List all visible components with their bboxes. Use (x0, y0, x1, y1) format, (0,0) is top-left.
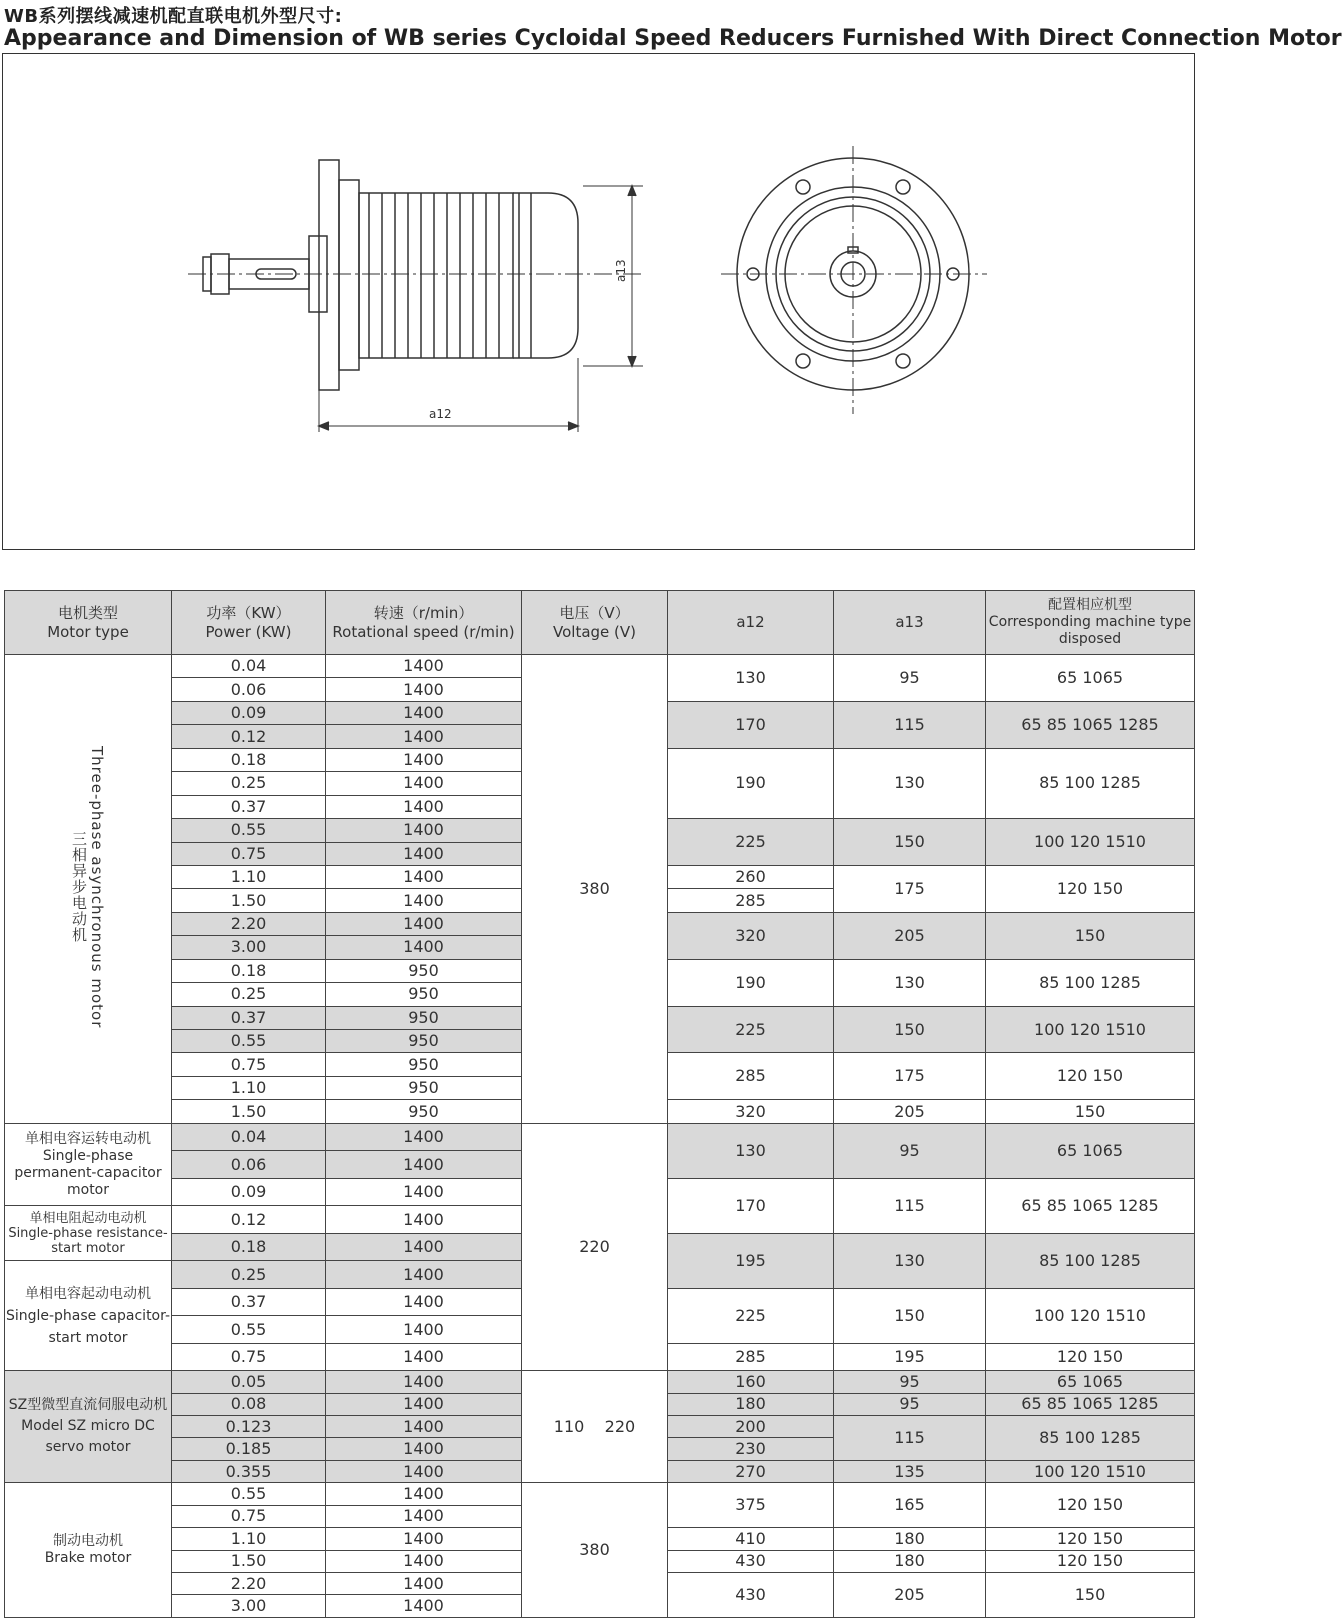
a13-cell: 95 (834, 1371, 986, 1393)
a12-cell: 230 (668, 1438, 834, 1460)
machine-type-cell: 85 100 1285 (986, 748, 1195, 818)
motor-type-single-phase-permanent-capacitor: 单相电容运转电动机 Single-phase permanent-capacitor motor (5, 1123, 172, 1206)
power-cell: 1.10 (172, 1528, 326, 1550)
page-title-english: Appearance and Dimension of WB series Cycloidal Speed Reducers Furnished With Direct Connection Motor (4, 26, 1342, 51)
machine-type-cell: 65 85 1065 1285 (986, 1178, 1195, 1233)
machine-type-cell: 65 85 1065 1285 (986, 701, 1195, 748)
speed-cell: 1400 (326, 889, 522, 912)
voltage-cell: 380 (522, 655, 668, 1124)
a12-cell: 180 (668, 1393, 834, 1415)
speed-cell: 1400 (326, 1123, 522, 1151)
power-cell: 0.18 (172, 1233, 326, 1261)
a12-cell: 160 (668, 1371, 834, 1393)
a13-cell: 135 (834, 1460, 986, 1482)
speed-cell: 1400 (326, 748, 522, 771)
power-cell: 1.10 (172, 1076, 326, 1099)
table-row (5, 1123, 1195, 1151)
a13-cell: 180 (834, 1528, 986, 1550)
motor-front-view (721, 146, 987, 414)
power-cell: 0.18 (172, 959, 326, 982)
power-cell: 1.50 (172, 1550, 326, 1572)
a13-cell: 180 (834, 1550, 986, 1572)
speed-cell: 950 (326, 1006, 522, 1029)
speed-cell: 1400 (326, 725, 522, 748)
motor-side-view (188, 160, 643, 432)
speed-cell: 1400 (326, 1595, 522, 1618)
power-cell: 0.04 (172, 655, 326, 678)
machine-type-cell: 65 1065 (986, 655, 1195, 702)
machine-type-cell: 85 100 1285 (986, 1233, 1195, 1288)
speed-cell: 1400 (326, 678, 522, 701)
header-a13: a13 (834, 591, 986, 655)
speed-cell: 1400 (326, 912, 522, 935)
speed-cell: 950 (326, 1076, 522, 1099)
power-cell: 0.04 (172, 1123, 326, 1151)
a12-cell: 170 (668, 701, 834, 748)
specification-table (4, 590, 1195, 1618)
machine-type-cell: 85 100 1285 (986, 959, 1195, 1006)
speed-cell: 950 (326, 1030, 522, 1053)
a13-cell: 115 (834, 1178, 986, 1233)
power-cell: 1.50 (172, 889, 326, 912)
a13-cell: 150 (834, 1288, 986, 1343)
a13-cell: 205 (834, 1572, 986, 1617)
header-speed: 转速（r/min） Rotational speed (r/min) (326, 591, 522, 655)
motor-type-sz-micro-dc-servo: SZ型微型直流伺服电动机 Model SZ micro DC servo motor (5, 1371, 172, 1483)
speed-cell: 1400 (326, 1206, 522, 1234)
power-cell: 1.50 (172, 1100, 326, 1123)
power-cell: 0.55 (172, 1030, 326, 1053)
a13-cell: 95 (834, 1393, 986, 1415)
a13-cell: 165 (834, 1483, 986, 1528)
power-cell: 3.00 (172, 936, 326, 959)
a12-cell: 270 (668, 1460, 834, 1482)
header-motor-type: 电机类型 Motor type (5, 591, 172, 655)
a13-cell: 205 (834, 1100, 986, 1123)
a12-cell: 320 (668, 1100, 834, 1123)
a12-cell: 195 (668, 1233, 834, 1288)
motor-type-three-phase: Three-phase asynchronous motor 三相异步电动机 (5, 655, 172, 1124)
machine-type-cell: 100 120 1510 (986, 1288, 1195, 1343)
speed-cell: 950 (326, 1053, 522, 1076)
power-cell: 0.75 (172, 1343, 326, 1371)
a12-cell: 200 (668, 1416, 834, 1438)
machine-type-cell: 150 (986, 1572, 1195, 1617)
a12-cell: 225 (668, 1288, 834, 1343)
a12-cell: 260 (668, 865, 834, 888)
a12-cell: 430 (668, 1550, 834, 1572)
power-cell: 0.55 (172, 819, 326, 842)
speed-cell: 1400 (326, 1151, 522, 1179)
power-cell: 2.20 (172, 912, 326, 935)
a13-cell: 115 (834, 701, 986, 748)
header-power: 功率（KW） Power (KW) (172, 591, 326, 655)
speed-cell: 1400 (326, 1550, 522, 1572)
a12-cell: 375 (668, 1483, 834, 1528)
power-cell: 0.75 (172, 842, 326, 865)
motor-type-brake: 制动电动机 Brake motor (5, 1483, 172, 1618)
motor-dimension-drawing (3, 54, 1194, 549)
power-cell: 0.185 (172, 1438, 326, 1460)
speed-cell: 1400 (326, 1288, 522, 1316)
speed-cell: 1400 (326, 1416, 522, 1438)
voltage-cell: 220 (522, 1123, 668, 1371)
machine-type-cell: 100 120 1510 (986, 1006, 1195, 1053)
power-cell: 0.55 (172, 1483, 326, 1505)
speed-cell: 1400 (326, 1261, 522, 1289)
speed-cell: 1400 (326, 1528, 522, 1550)
power-cell: 0.37 (172, 1006, 326, 1029)
table-row (5, 1483, 1195, 1505)
power-cell: 0.25 (172, 772, 326, 795)
a12-cell: 225 (668, 819, 834, 866)
power-cell: 0.09 (172, 1178, 326, 1206)
header-machine-type: 配置相应机型 Corresponding machine type disposed (986, 591, 1195, 655)
speed-cell: 1400 (326, 795, 522, 818)
speed-cell: 1400 (326, 819, 522, 842)
speed-cell: 1400 (326, 1178, 522, 1206)
motor-drawing-panel (2, 53, 1195, 550)
power-cell: 0.123 (172, 1416, 326, 1438)
a13-cell: 205 (834, 912, 986, 959)
voltage-cell: 110 220 (522, 1371, 668, 1483)
header-voltage: 电压（V） Voltage (V) (522, 591, 668, 655)
speed-cell: 1400 (326, 1483, 522, 1505)
power-cell: 0.37 (172, 1288, 326, 1316)
machine-type-cell: 150 (986, 1100, 1195, 1123)
a13-cell: 95 (834, 1123, 986, 1178)
machine-type-cell: 120 150 (986, 1053, 1195, 1100)
a13-cell: 150 (834, 1006, 986, 1053)
speed-cell: 950 (326, 983, 522, 1006)
a13-cell: 195 (834, 1343, 986, 1371)
a13-cell: 150 (834, 819, 986, 866)
speed-cell: 950 (326, 959, 522, 982)
header-a12: a12 (668, 591, 834, 655)
a12-cell: 130 (668, 1123, 834, 1178)
a12-cell: 190 (668, 959, 834, 1006)
speed-cell: 1400 (326, 1505, 522, 1527)
a12-cell: 320 (668, 912, 834, 959)
speed-cell: 1400 (326, 1438, 522, 1460)
a13-cell: 175 (834, 865, 986, 912)
dimension-label-a12: a12 (429, 407, 452, 421)
machine-type-cell: 65 1065 (986, 1123, 1195, 1178)
power-cell: 0.12 (172, 1206, 326, 1234)
speed-cell: 1400 (326, 936, 522, 959)
power-cell: 0.75 (172, 1505, 326, 1527)
machine-type-cell: 65 1065 (986, 1371, 1195, 1393)
a12-cell: 190 (668, 748, 834, 818)
table-row (5, 1371, 1195, 1393)
a12-cell: 430 (668, 1572, 834, 1617)
a12-cell: 285 (668, 1343, 834, 1371)
speed-cell: 950 (326, 1100, 522, 1123)
machine-type-cell: 120 150 (986, 865, 1195, 912)
a13-cell: 130 (834, 959, 986, 1006)
a12-cell: 130 (668, 655, 834, 702)
speed-cell: 1400 (326, 701, 522, 724)
speed-cell: 1400 (326, 1393, 522, 1415)
machine-type-cell: 150 (986, 912, 1195, 959)
speed-cell: 1400 (326, 1316, 522, 1344)
machine-type-cell: 120 150 (986, 1550, 1195, 1572)
voltage-cell: 380 (522, 1483, 668, 1618)
power-cell: 0.06 (172, 1151, 326, 1179)
a12-cell: 410 (668, 1528, 834, 1550)
machine-type-cell: 65 85 1065 1285 (986, 1393, 1195, 1415)
a12-cell: 225 (668, 1006, 834, 1053)
power-cell: 0.355 (172, 1460, 326, 1482)
machine-type-cell: 85 100 1285 (986, 1416, 1195, 1461)
speed-cell: 1400 (326, 772, 522, 795)
speed-cell: 1400 (326, 842, 522, 865)
motor-type-single-phase-resistance-start: 单相电阻起动电动机 Single-phase resistance-start motor (5, 1206, 172, 1261)
power-cell: 0.55 (172, 1316, 326, 1344)
power-cell: 0.12 (172, 725, 326, 748)
page-title-chinese: WB系列摆线减速机配直联电机外型尺寸: (4, 6, 343, 27)
speed-cell: 1400 (326, 1371, 522, 1393)
power-cell: 0.25 (172, 983, 326, 1006)
power-cell: 1.10 (172, 865, 326, 888)
a13-cell: 115 (834, 1416, 986, 1461)
speed-cell: 1400 (326, 655, 522, 678)
speed-cell: 1400 (326, 1460, 522, 1482)
machine-type-cell: 100 120 1510 (986, 819, 1195, 866)
machine-type-cell: 120 150 (986, 1343, 1195, 1371)
power-cell: 0.05 (172, 1371, 326, 1393)
a13-cell: 130 (834, 748, 986, 818)
speed-cell: 1400 (326, 1233, 522, 1261)
table-header-row (5, 591, 1195, 655)
power-cell: 0.37 (172, 795, 326, 818)
power-cell: 0.09 (172, 701, 326, 724)
a13-cell: 95 (834, 655, 986, 702)
a12-cell: 285 (668, 1053, 834, 1100)
power-cell: 0.18 (172, 748, 326, 771)
power-cell: 3.00 (172, 1595, 326, 1618)
a13-cell: 175 (834, 1053, 986, 1100)
power-cell: 0.75 (172, 1053, 326, 1076)
power-cell: 0.25 (172, 1261, 326, 1289)
a12-cell: 285 (668, 889, 834, 912)
power-cell: 0.06 (172, 678, 326, 701)
power-cell: 0.08 (172, 1393, 326, 1415)
a12-cell: 170 (668, 1178, 834, 1233)
speed-cell: 1400 (326, 865, 522, 888)
a13-cell: 130 (834, 1233, 986, 1288)
speed-cell: 1400 (326, 1343, 522, 1371)
power-cell: 2.20 (172, 1572, 326, 1594)
motor-type-single-phase-capacitor-start: 单相电容起动电动机 Single-phase capacitor-start motor (5, 1261, 172, 1371)
machine-type-cell: 100 120 1510 (986, 1460, 1195, 1482)
dimension-label-a13: a13 (614, 259, 628, 282)
machine-type-cell: 120 150 (986, 1528, 1195, 1550)
speed-cell: 1400 (326, 1572, 522, 1594)
table-row (5, 655, 1195, 678)
machine-type-cell: 120 150 (986, 1483, 1195, 1528)
